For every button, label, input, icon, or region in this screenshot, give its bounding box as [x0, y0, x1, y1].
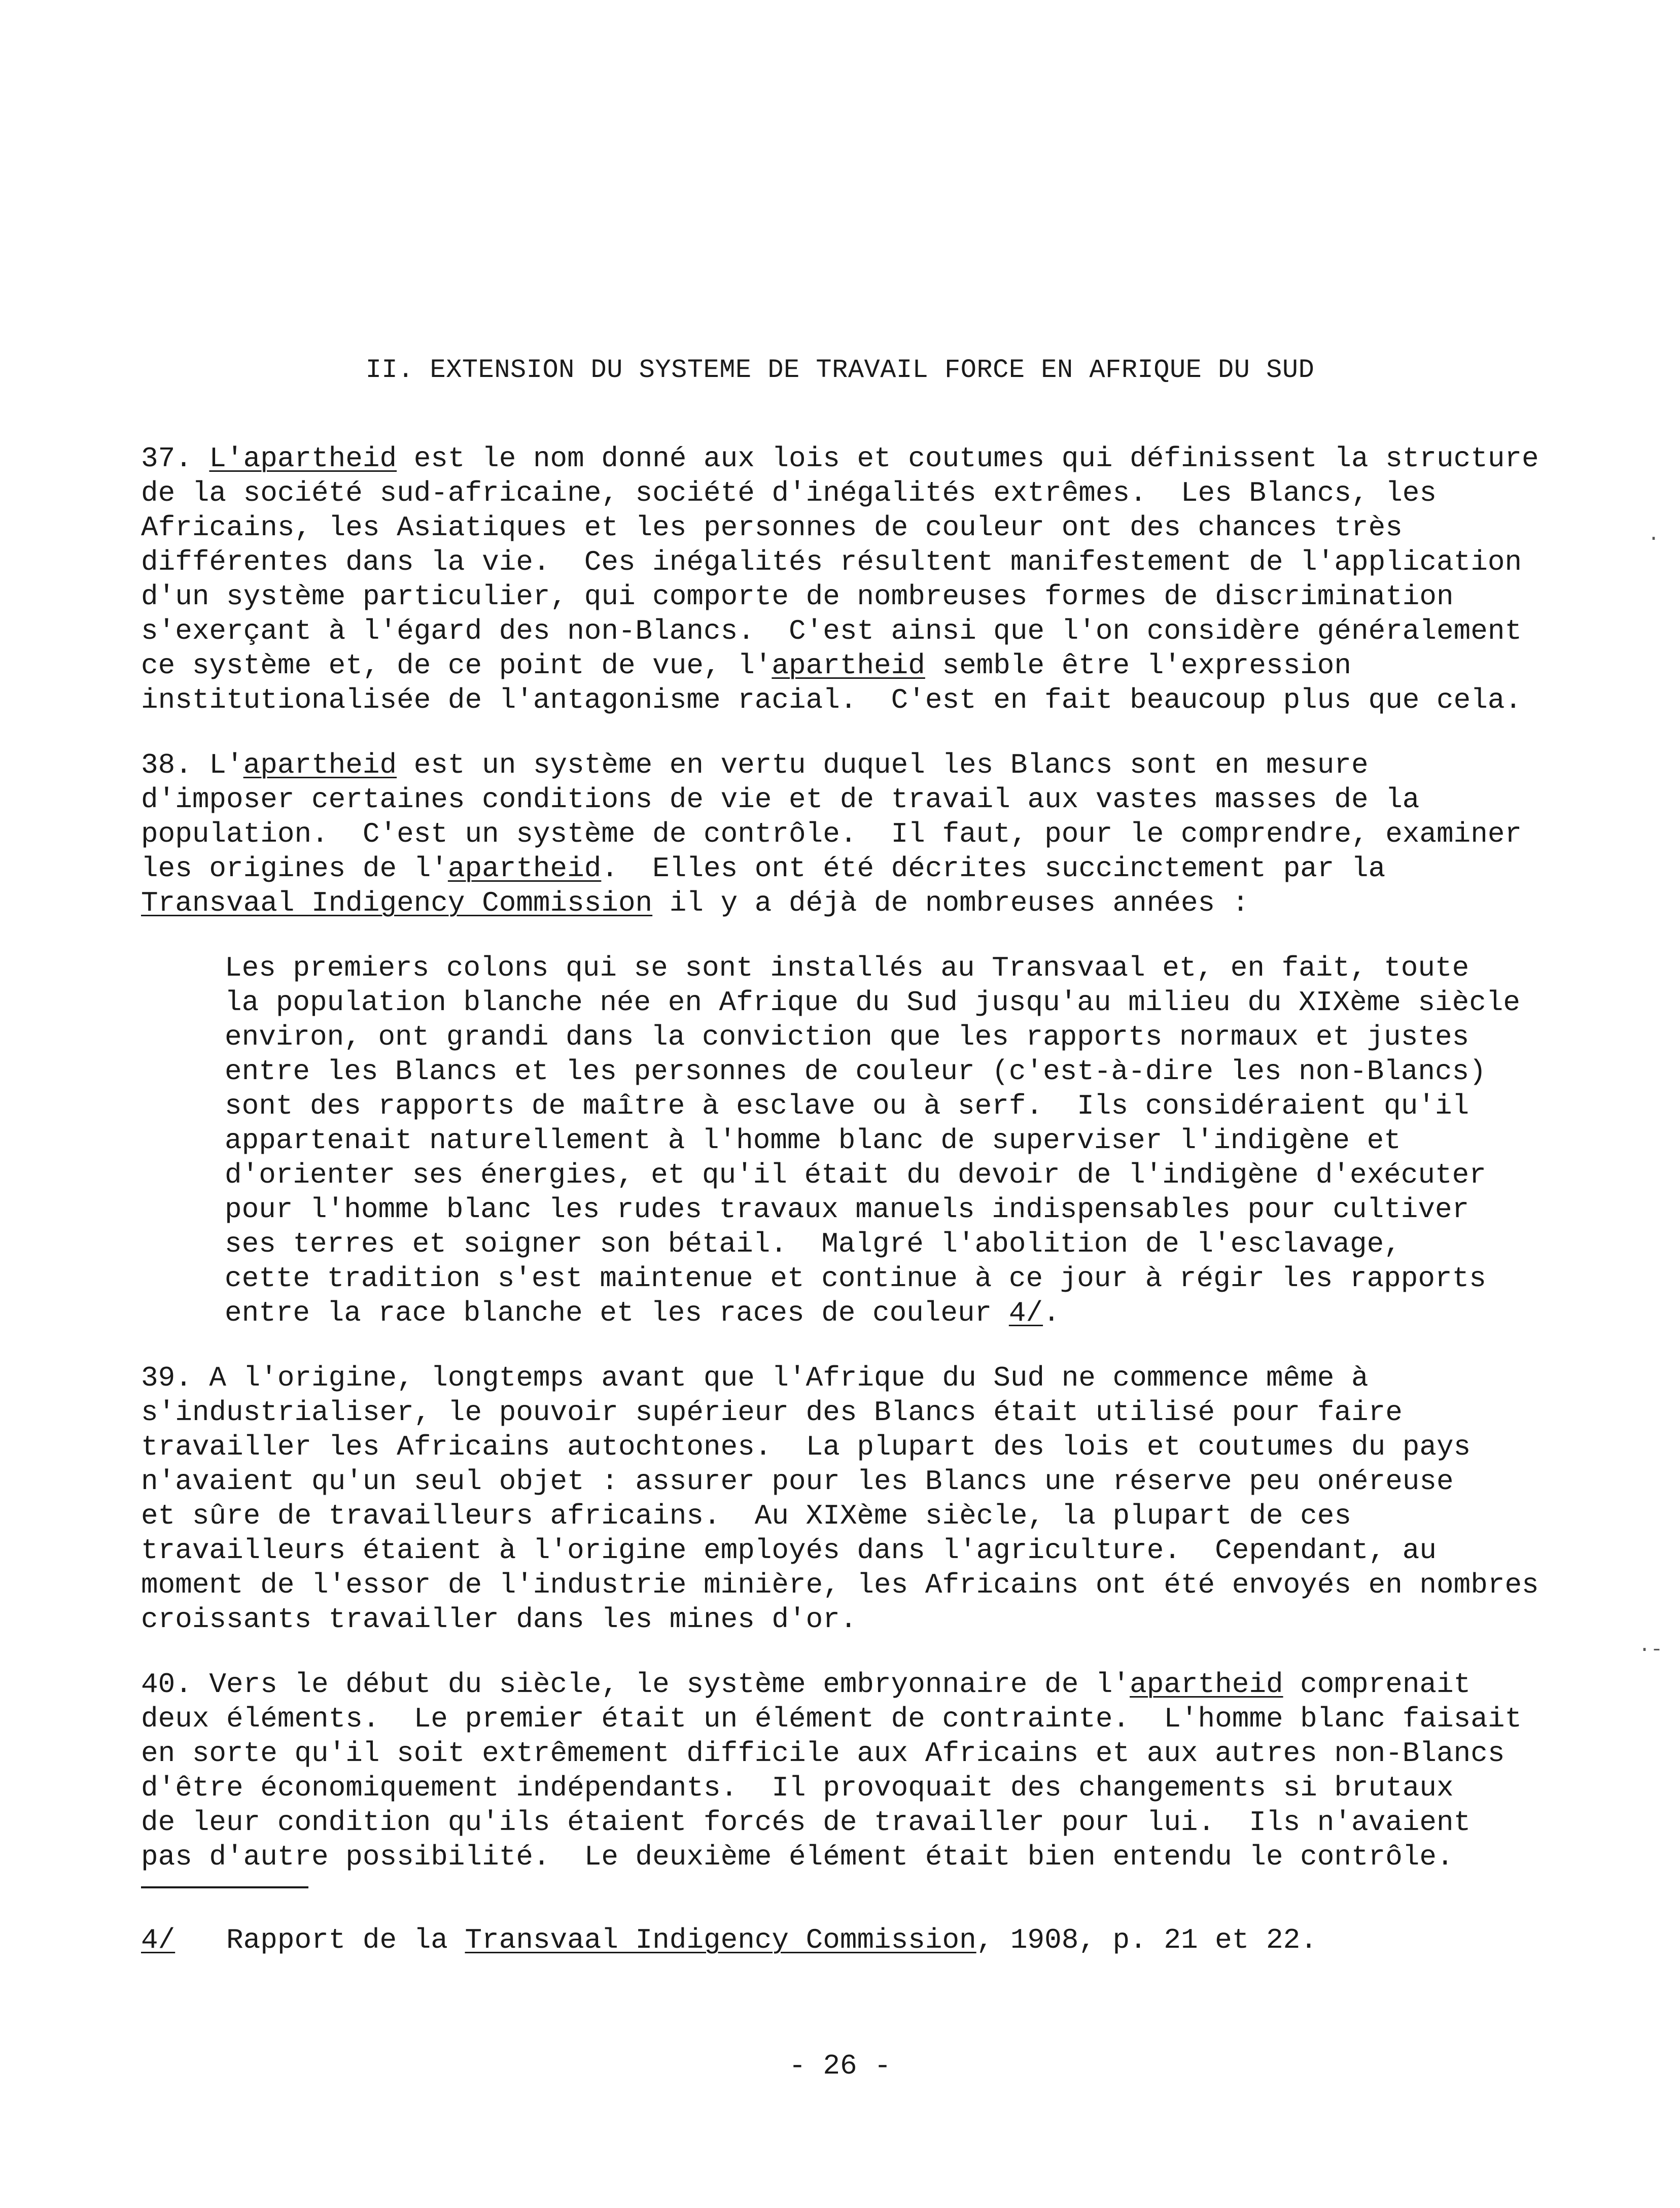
text-line: entre la race blanche et les races de couleur 4/.	[225, 1297, 1060, 1329]
text-line: ce système et, de ce point de vue, l'apartheid semble être l'expression	[141, 649, 1351, 682]
text-line: d'un système particulier, qui comporte de nombreuses formes de discrimination	[141, 580, 1454, 613]
footnote: 4/ Rapport de la Transvaal Indigency Commission, 1908, p. 21 et 22.	[141, 1924, 1317, 1956]
footnote-divider	[141, 1886, 308, 1888]
text-line: n'avaient qu'un seul objet : assurer pour les Blancs une réserve peu onéreuse	[141, 1465, 1454, 1498]
text-line: de la société sud-africaine, société d'inégalités extrêmes. Les Blancs, les	[141, 477, 1437, 509]
scan-speck: ·-	[1638, 1639, 1663, 1662]
text-line: entre les Blancs et les personnes de couleur (c'est-à-dire les non-Blancs)	[225, 1055, 1486, 1088]
text-line: et sûre de travailleurs africains. Au XIXème siècle, la plupart de ces	[141, 1500, 1351, 1532]
footnote-marker: 4/	[141, 1924, 176, 1956]
section-heading: II. EXTENSION DU SYSTEME DE TRAVAIL FORCE EN AFRIQUE DU SUD	[365, 355, 1315, 385]
text-line: moment de l'essor de l'industrie minière, les Africains ont été envoyés en nombres	[141, 1569, 1539, 1601]
text-line: travailleurs étaient à l'origine employés dans l'agriculture. Cependant, au	[141, 1534, 1437, 1567]
text-line: d'être économiquement indépendants. Il provoquait des changements si brutaux	[141, 1772, 1454, 1804]
text-line: travailler les Africains autochtones. La plupart des lois et coutumes du pays	[141, 1431, 1471, 1463]
text-line: ses terres et soigner son bétail. Malgré l'abolition de l'esclavage,	[225, 1228, 1401, 1260]
text-line: appartenait naturellement à l'homme blanc de superviser l'indigène et	[225, 1124, 1401, 1157]
footnote-reference: 4/	[1008, 1297, 1043, 1329]
text-line: en sorte qu'il soit extrêmement difficile aux Africains et aux autres non-Blancs	[141, 1737, 1505, 1770]
text-line: s'exerçant à l'égard des non-Blancs. C'est ainsi que l'on considère généralement	[141, 615, 1522, 647]
text-line: pour l'homme blanc les rudes travaux manuels indispensables pour cultiver	[225, 1193, 1469, 1226]
text-line: de leur condition qu'ils étaient forcés de travailler pour lui. Ils n'avaient	[141, 1806, 1471, 1839]
page-number: - 26 -	[789, 2050, 891, 2082]
text-line: sont des rapports de maître à esclave ou à serf. Ils considéraient qu'il	[225, 1090, 1469, 1122]
text-line: 38. L'apartheid est un système en vertu duquel les Blancs sont en mesure	[141, 749, 1369, 781]
text-line: 40. Vers le début du siècle, le système embryonnaire de l'apartheid comprenait	[141, 1668, 1471, 1701]
scan-speck: ·	[1648, 528, 1660, 550]
text-line: croissants travailler dans les mines d'or.	[141, 1603, 857, 1636]
text-line: Les premiers colons qui se sont installés au Transvaal et, en fait, toute	[225, 952, 1469, 984]
text-line: différentes dans la vie. Ces inégalités résultent manifestement de l'application	[141, 546, 1522, 578]
text-line: deux éléments. Le premier était un élément de contrainte. L'homme blanc faisait	[141, 1703, 1522, 1735]
text-line: environ, ont grandi dans la conviction que les rapports normaux et justes	[225, 1021, 1469, 1053]
text-line: pas d'autre possibilité. Le deuxième élément était bien entendu le contrôle.	[141, 1841, 1454, 1873]
text-line: s'industrialiser, le pouvoir supérieur des Blancs était utilisé pour faire	[141, 1396, 1403, 1429]
text-line: institutionalisée de l'antagonisme racial. C'est en fait beaucoup plus que cela.	[141, 684, 1522, 716]
text-line: d'orienter ses énergies, et qu'il était du devoir de l'indigène d'exécuter	[225, 1159, 1486, 1191]
text-line: 37. L'apartheid est le nom donné aux lois et coutumes qui définissent la structure	[141, 442, 1539, 475]
text-line: les origines de l'apartheid. Elles ont été décrites succinctement par la	[141, 852, 1386, 885]
text-line: population. C'est un système de contrôle. Il faut, pour le comprendre, examiner	[141, 818, 1522, 850]
text-line: la population blanche née en Afrique du Sud jusqu'au milieu du XIXème siècle	[225, 986, 1521, 1019]
text-line: Transvaal Indigency Commission il y a déjà de nombreuses années :	[141, 887, 1249, 919]
text-line: d'imposer certaines conditions de vie et de travail aux vastes masses de la	[141, 783, 1420, 816]
text-line: 39. A l'origine, longtemps avant que l'Afrique du Sud ne commence même à	[141, 1362, 1369, 1394]
text-line: cette tradition s'est maintenue et continue à ce jour à régir les rapports	[225, 1262, 1486, 1295]
text-line: Africains, les Asiatiques et les personnes de couleur ont des chances très	[141, 511, 1403, 544]
